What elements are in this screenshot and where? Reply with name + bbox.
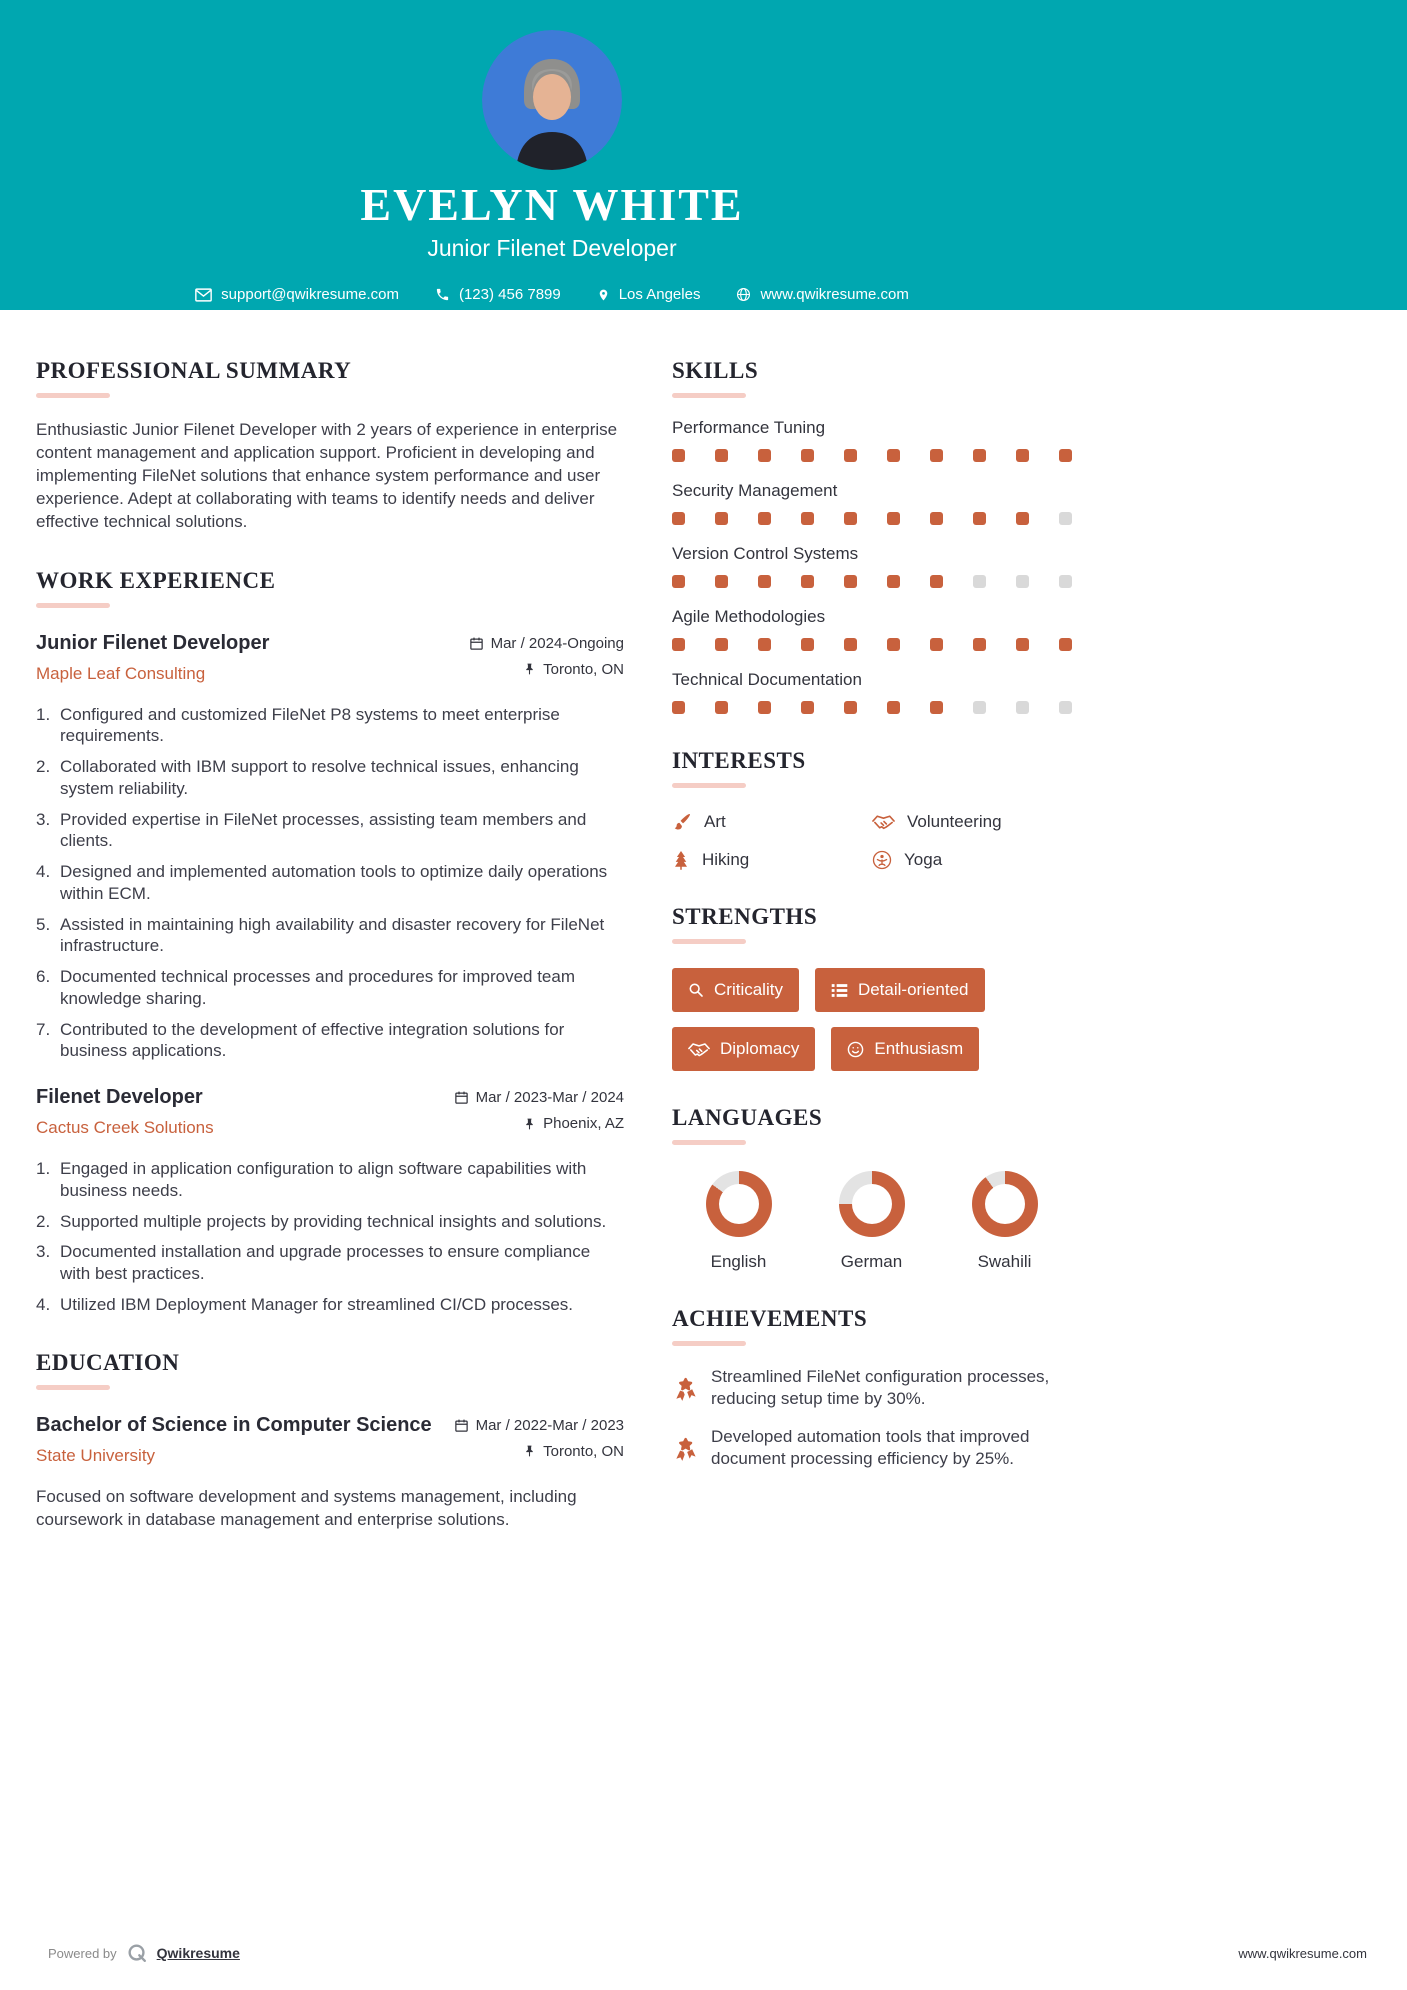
skill-dot — [887, 701, 900, 714]
achievement-item — [672, 1426, 1072, 1470]
job-title: Junior Filenet Developer — [36, 631, 270, 654]
skill-dot — [715, 701, 728, 714]
language-donut-chart — [839, 1171, 905, 1237]
skill-dot — [672, 701, 685, 714]
job-bullet: Assisted in maintaining high availability and disaster recovery for FileNet infrastructure. — [60, 914, 605, 956]
contact-phone[interactable] — [435, 286, 561, 303]
skill-name: Version Control Systems — [672, 544, 859, 563]
skill-level-dots — [672, 701, 1072, 714]
job-bullet: Engaged in application configuration to align software capabilities with business needs. — [60, 1159, 587, 1200]
job-bullet: Supported multiple projects by providing technical insights and solutions. — [60, 1211, 607, 1231]
contact-phone-text: (123) 456 7899 — [458, 286, 561, 303]
contact-email[interactable] — [195, 286, 399, 303]
right-column — [672, 358, 1072, 1565]
yoga-icon — [872, 850, 892, 870]
language-item — [672, 1171, 805, 1272]
heading-underline — [672, 939, 746, 944]
job-bullet: Contributed to the development of effective integration solutions for business applications. — [60, 1019, 565, 1061]
section-strengths — [672, 904, 1072, 1071]
list-icon — [831, 983, 848, 998]
interest-label: Volunteering — [907, 812, 1002, 831]
summary-text: Enthusiastic Junior Filenet Developer with 2 years of experience in enterprise content management and application support. Proficient in developing and implementing FileNet solutions that enhance system performance and user experience. Adept at collaborating with teams to identify needs and deliver effective technical solutions. — [36, 420, 618, 532]
pine-tree-icon — [672, 850, 690, 870]
strength-label: Criticality — [714, 980, 783, 999]
pushpin-icon — [523, 1117, 536, 1131]
award-icon — [672, 1367, 698, 1410]
interest-label: Hiking — [702, 850, 750, 869]
globe-icon — [736, 287, 751, 302]
job-bullets — [36, 704, 624, 1063]
section-heading: SKILLS — [672, 358, 759, 383]
skill-dot — [1059, 512, 1072, 525]
job-entry — [36, 1086, 624, 1316]
skill-dot — [973, 701, 986, 714]
language-item — [938, 1171, 1071, 1272]
skill-dot — [1016, 638, 1029, 651]
powered-by-label: Powered by — [48, 1945, 117, 1961]
footer — [48, 1942, 1367, 1964]
interest-item — [872, 850, 1072, 870]
school-name: State University — [36, 1445, 156, 1465]
skill-name: Security Management — [672, 481, 838, 500]
left-column — [36, 358, 624, 1565]
skill-dot — [1059, 449, 1072, 462]
avatar — [482, 30, 622, 170]
job-meta — [469, 632, 624, 687]
candidate-name: EVELYN WHITE — [360, 179, 744, 230]
heading-underline — [36, 393, 110, 398]
calendar-icon — [469, 636, 484, 651]
skill-dot — [715, 512, 728, 525]
interest-item — [672, 812, 872, 832]
section-education — [36, 1350, 624, 1531]
strength-badge — [672, 968, 799, 1012]
skill-dot — [930, 449, 943, 462]
skill-dot — [758, 701, 771, 714]
job-dates: Mar / 2024-Ongoing — [490, 634, 624, 652]
job-bullets — [36, 1158, 624, 1316]
powered-by — [48, 1942, 240, 1964]
section-heading: WORK EXPERIENCE — [36, 567, 276, 593]
skill-name: Technical Documentation — [672, 670, 862, 689]
skill-dot — [801, 449, 814, 462]
pushpin-icon — [523, 1444, 536, 1458]
heading-underline — [36, 1385, 110, 1390]
section-heading: PROFESSIONAL SUMMARY — [36, 358, 352, 383]
achievement-item — [672, 1366, 1072, 1410]
section-heading: EDUCATION — [36, 1349, 180, 1375]
email-icon — [195, 288, 212, 302]
contact-email-text: support@qwikresume.com — [221, 286, 399, 303]
strength-badge — [831, 1027, 979, 1071]
heading-underline — [672, 783, 746, 788]
skill-dot — [887, 512, 900, 525]
skill-dot — [887, 575, 900, 588]
job-meta — [454, 1086, 624, 1141]
interest-item — [672, 850, 872, 870]
skill-item — [672, 607, 1072, 651]
job-title: Filenet Developer — [36, 1086, 203, 1109]
skill-dot — [844, 638, 857, 651]
skill-dot — [672, 512, 685, 525]
job-company: Cactus Creek Solutions — [36, 1118, 214, 1138]
section-heading: ACHIEVEMENTS — [672, 1306, 868, 1331]
skill-dot — [801, 638, 814, 651]
skill-dot — [887, 638, 900, 651]
location-pin-icon — [597, 287, 610, 303]
paintbrush-icon — [672, 812, 692, 832]
handshake-icon — [688, 1042, 710, 1057]
language-donut-chart — [706, 1171, 772, 1237]
skill-item — [672, 481, 1072, 525]
job-entry — [36, 632, 624, 1063]
heading-underline — [672, 393, 746, 398]
skill-dot — [973, 575, 986, 588]
strength-label: Enthusiasm — [874, 1039, 964, 1058]
skill-dot — [973, 449, 986, 462]
section-languages — [672, 1105, 1072, 1272]
skill-level-dots — [672, 449, 1072, 462]
skill-dot — [715, 449, 728, 462]
language-donut-chart — [972, 1171, 1038, 1237]
language-item — [805, 1171, 938, 1272]
skill-dot — [672, 638, 685, 651]
skill-level-dots — [672, 512, 1072, 525]
skill-dot — [1016, 449, 1029, 462]
strength-label: Diplomacy — [720, 1039, 800, 1058]
skill-dot — [1016, 512, 1029, 525]
footer-website[interactable]: www.qwikresume.com — [1238, 1945, 1367, 1961]
education-dates: Mar / 2022-Mar / 2023 — [475, 1416, 624, 1434]
phone-icon — [435, 287, 450, 302]
skill-level-dots — [672, 638, 1072, 651]
job-bullet: Provided expertise in FileNet processes, assisting team members and clients. — [60, 809, 587, 851]
skill-dot — [1059, 638, 1072, 651]
contact-row — [0, 286, 1104, 303]
header — [0, 0, 1407, 310]
job-bullet: Documented installation and upgrade processes to ensure compliance with best practices. — [60, 1242, 591, 1284]
section-skills — [672, 358, 1072, 714]
skill-dot — [715, 575, 728, 588]
interest-label: Yoga — [904, 850, 943, 869]
award-icon — [672, 1427, 698, 1470]
job-bullet: Configured and customized FileNet P8 systems to meet enterprise requirements. — [60, 704, 560, 746]
skill-dot — [1059, 575, 1072, 588]
header-inner — [0, 30, 1104, 303]
skill-level-dots — [672, 575, 1072, 588]
education-location: Toronto, ON — [543, 1442, 624, 1460]
section-professional-summary — [36, 358, 624, 534]
skill-dot — [844, 512, 857, 525]
job-bullet: Documented technical processes and procedures for improved team knowledge sharing. — [60, 967, 575, 1008]
handshake-icon — [872, 814, 895, 830]
section-heading: INTERESTS — [672, 748, 806, 773]
skill-dot — [715, 638, 728, 651]
job-location: Toronto, ON — [543, 660, 624, 678]
contact-location[interactable] — [597, 286, 701, 303]
skill-dot — [1059, 701, 1072, 714]
education-meta — [454, 1414, 624, 1469]
section-achievements — [672, 1306, 1072, 1470]
skill-dot — [758, 449, 771, 462]
profile-photo-icon — [482, 30, 622, 170]
skill-dot — [672, 449, 685, 462]
candidate-title: Junior Filenet Developer — [427, 235, 677, 261]
skill-dot — [844, 449, 857, 462]
skill-item — [672, 544, 1072, 588]
contact-location-text: Los Angeles — [618, 286, 701, 303]
skill-dot — [930, 638, 943, 651]
job-bullet: Collaborated with IBM support to resolve technical issues, enhancing system reliability. — [60, 757, 579, 798]
section-heading: STRENGTHS — [672, 904, 818, 929]
education-description: Focused on software development and systems management, including coursework in database management and enterprise solutions. — [36, 1486, 577, 1529]
achievement-text: Streamlined FileNet configuration processes, reducing setup time by 30%. — [711, 1367, 1050, 1409]
skill-dot — [758, 575, 771, 588]
language-name: German — [840, 1252, 903, 1271]
skill-item — [672, 418, 1072, 462]
skill-dot — [930, 701, 943, 714]
job-company: Maple Leaf Consulting — [36, 663, 206, 683]
skill-dot — [801, 512, 814, 525]
smiley-icon — [847, 1041, 864, 1058]
skill-dot — [758, 512, 771, 525]
skill-name: Agile Methodologies — [672, 607, 826, 626]
strength-badge — [672, 1027, 815, 1071]
skill-item — [672, 670, 1072, 714]
pushpin-icon — [523, 662, 536, 676]
job-location: Phoenix, AZ — [543, 1115, 624, 1133]
contact-website[interactable] — [736, 286, 908, 303]
skill-dot — [1016, 575, 1029, 588]
job-bullet: Designed and implemented automation tools to optimize daily operations within ECM. — [60, 862, 608, 903]
interest-label: Art — [704, 812, 726, 831]
section-work-experience — [36, 568, 624, 1316]
skill-dot — [1016, 701, 1029, 714]
achievement-text: Developed automation tools that improved document processing efficiency by 25%. — [711, 1427, 1030, 1469]
skill-dot — [801, 701, 814, 714]
skill-dot — [930, 512, 943, 525]
skill-dot — [973, 512, 986, 525]
skill-dot — [973, 638, 986, 651]
contact-website-text: www.qwikresume.com — [760, 286, 909, 303]
section-interests — [672, 748, 1072, 870]
strength-label: Detail-oriented — [857, 980, 969, 999]
body — [0, 310, 1407, 1565]
skill-dot — [930, 575, 943, 588]
language-name: English — [710, 1252, 767, 1271]
heading-underline — [672, 1140, 746, 1145]
magnifier-icon — [688, 982, 704, 998]
degree-title: Bachelor of Science in Computer Science — [36, 1413, 432, 1436]
calendar-icon — [454, 1418, 469, 1433]
skill-dot — [758, 638, 771, 651]
section-heading: LANGUAGES — [672, 1105, 823, 1130]
skill-dot — [801, 575, 814, 588]
language-name: Swahili — [977, 1252, 1032, 1271]
education-entry — [36, 1414, 624, 1531]
skill-dot — [672, 575, 685, 588]
brand-link[interactable]: Qwikresume — [156, 1945, 240, 1961]
interest-item — [872, 812, 1072, 832]
skill-name: Performance Tuning — [672, 418, 826, 437]
qwikresume-logo-icon — [126, 1942, 148, 1964]
skill-dot — [887, 449, 900, 462]
heading-underline — [672, 1341, 746, 1346]
job-dates: Mar / 2023-Mar / 2024 — [475, 1089, 624, 1107]
skill-dot — [844, 701, 857, 714]
calendar-icon — [454, 1090, 469, 1105]
heading-underline — [36, 603, 110, 608]
job-bullet: Utilized IBM Deployment Manager for streamlined CI/CD processes. — [60, 1294, 574, 1314]
strength-badge — [815, 968, 985, 1012]
skill-dot — [844, 575, 857, 588]
